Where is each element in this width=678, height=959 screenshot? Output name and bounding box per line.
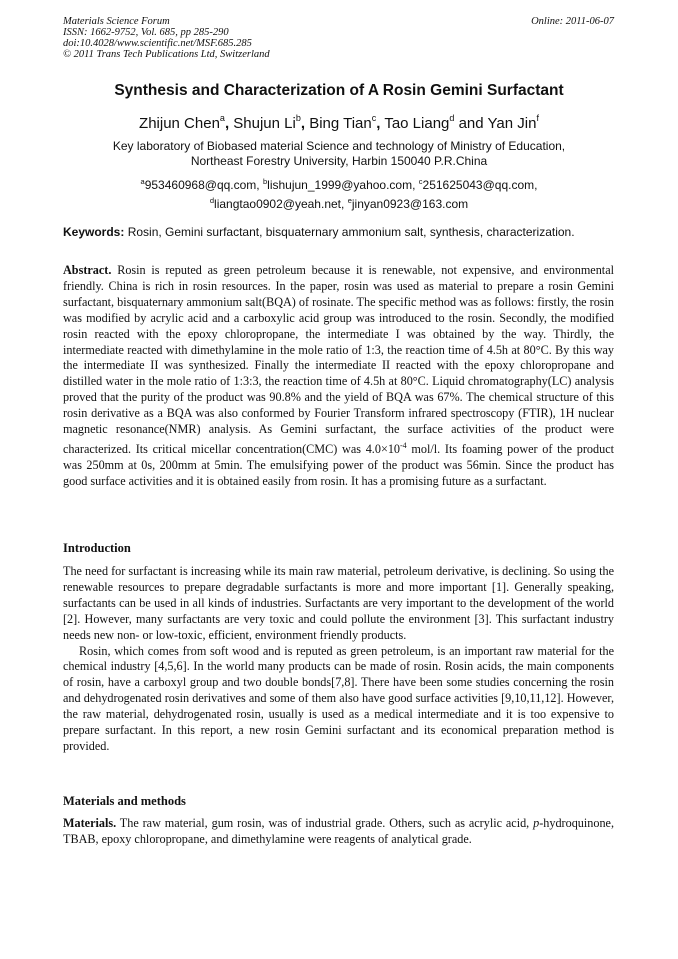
email: lishujun_1999@yahoo.com, bbox=[267, 178, 416, 192]
introduction-body bbox=[63, 564, 614, 755]
intro-paragraph: Rosin, which comes from soft wood and is reputed as green petroleum, is an important raw material for the chemical industry [4,5,6]. In the world many products can be made of rosin. Rosin acids, the main components of rosin, have a carboxyl group and two double bonds[7,8]. There have been some studies concerning the rosin and dehydrogenated rosin derivatives and some of them also have good surface activities [9,10,11,12]. However, the raw material, dehydrogenated rosin, usually is used as a medical intermediate and it is too expensive to prepare surfactant. In this report, a new rosin Gemini surfactant and its economical preparation method is provided. bbox=[63, 643, 614, 753]
issn: ISSN: 1662-9752, Vol. 685, pp 285-290 bbox=[63, 27, 229, 38]
keywords bbox=[63, 225, 615, 239]
author-list bbox=[0, 113, 678, 132]
affiliation-line: Key laboratory of Biobased material Science and technology of Ministry of Education, bbox=[112, 139, 566, 153]
author-affil-mark: a bbox=[219, 113, 225, 123]
author-name: Bing Tian bbox=[309, 115, 372, 132]
abstract-text: Rosin is reputed as green petroleum because it is renewable, not expensive, and environmental friendly. China is rich in rosin resources. In the paper, rosin was used as material to prepare a rosin Gemini surfactant, bisquaternary ammonium salt(BQA) of rosinate. The specific method was as follows: firstly, the rosin was modified by acrylic acid and a carboxylic acid group was introduced to the rosin. Secondly, the modified rosin reacted with the epoxy chloropropane, the intermediate I was obtained by the way. Thirdly, the intermediate reacted with dimethylamine in the mole ratio of 1:3, the reaction time of 4.5h at 80°C. By this way the intermediate II was synthesized. Finally the intermediate II reacted with the epoxy chloropropane and distilled water in the mole ratio of 1:3:3, the reaction time of 4.5h at 80°C. Liquid chromatography(LC) analysis proved that the purity of the product was 90.8% and the yield of BQA was 67%. The chemical structure of this rosin derivative as a BQA was also conformed by Fourier Transform infrared spectroscopy (FTIR), 1H nuclear magnetic resonance(NMR) analysis. As Gemini surfactant, the surface activities of the product were characterized. Its critical micellar concentration(CMC) was 4.0×10 bbox=[63, 263, 615, 456]
email: liangtao0902@yeah.net, bbox=[214, 197, 345, 211]
materials-text: The raw material, gum rosin, was of industrial grade. Others, such as acrylic acid, bbox=[119, 816, 530, 830]
journal-name: Materials Science Forum bbox=[63, 16, 170, 27]
author-separator: , bbox=[376, 115, 381, 132]
affiliation-line: Northeast Forestry University, Harbin 150040 P.R.China bbox=[190, 154, 488, 168]
author-affil-mark: f bbox=[536, 113, 539, 123]
paper-title: Synthesis and Characterization of A Rosin Gemini Surfactant bbox=[114, 82, 564, 99]
abstract bbox=[63, 263, 614, 490]
abstract-label: Abstract. bbox=[63, 263, 112, 277]
author-affil-mark: d bbox=[449, 113, 455, 123]
author-affil-mark: c bbox=[371, 113, 377, 123]
author-affil-mark: b bbox=[295, 113, 301, 123]
email-line bbox=[0, 174, 678, 193]
materials-methods-heading: Materials and methods bbox=[63, 794, 186, 808]
materials-italic: p bbox=[533, 816, 540, 830]
email-mark: e bbox=[347, 196, 352, 205]
author-name: Tao Liang bbox=[384, 115, 450, 132]
author-name: Yan Jin bbox=[487, 115, 537, 132]
email-line bbox=[0, 193, 678, 212]
author-name: Shujun Li bbox=[233, 115, 296, 132]
author-emails bbox=[0, 174, 678, 212]
materials-paragraph bbox=[63, 816, 614, 848]
intro-paragraph: The need for surfactant is increasing while its main raw material, petroleum derivative, is declining. So using the renewable resources to prepare degradable surfactants is more and more important [1]. Generally speaking, surfactants can be used in all kinds of industries. Surfactants are very important to the development of the world [2]. However, many surfactants are very toxic and could pollute the environment [3]. This surfactant industry needs new non- or low-toxic, efficient, environment friendly products. bbox=[63, 564, 614, 642]
author-separator: , bbox=[224, 115, 230, 132]
email: 953460968@qq.com, bbox=[144, 178, 260, 192]
materials-text-cont: -hydroquinone, TBAB, epoxy chloropropane, and dimethylamine were reagents of analytical grade. bbox=[63, 816, 615, 846]
materials-label: Materials. bbox=[63, 816, 117, 830]
journal-header bbox=[63, 16, 270, 60]
materials-body bbox=[63, 816, 614, 848]
email: 251625043@qq.com, bbox=[422, 178, 538, 192]
email-mark: d bbox=[209, 196, 215, 205]
email-mark: a bbox=[140, 177, 145, 186]
abstract-text-cont: mol/l. Its foaming power of the product was 250mm at 0s, 200mm at 5min. The emulsifying power of the product was 56min. Since the product has good surface activities and it is obtained easily from rosin. It has a promising future as a surfactant. bbox=[63, 441, 615, 488]
introduction-heading: Introduction bbox=[63, 541, 131, 555]
affiliation bbox=[0, 139, 678, 169]
abstract-paragraph bbox=[63, 263, 614, 490]
author-separator: , bbox=[300, 115, 306, 132]
doi: doi:10.4028/www.scientific.net/MSF.685.285 bbox=[63, 38, 252, 49]
online-date: Online: 2011-06-07 bbox=[531, 16, 614, 27]
keywords-text: Rosin, Gemini surfactant, bisquaternary ammonium salt, synthesis, characterization. bbox=[127, 225, 575, 239]
keywords-label: Keywords: bbox=[63, 225, 125, 239]
email-mark: c bbox=[418, 177, 423, 186]
author-name: Zhijun Chen bbox=[139, 115, 220, 132]
email-mark: b bbox=[262, 177, 268, 186]
cmc-exponent: -4 bbox=[400, 440, 407, 450]
author-separator: and bbox=[454, 115, 484, 132]
email: jinyan0923@163.com bbox=[351, 197, 469, 211]
copyright: © 2011 Trans Tech Publications Ltd, Switzerland bbox=[63, 49, 270, 60]
